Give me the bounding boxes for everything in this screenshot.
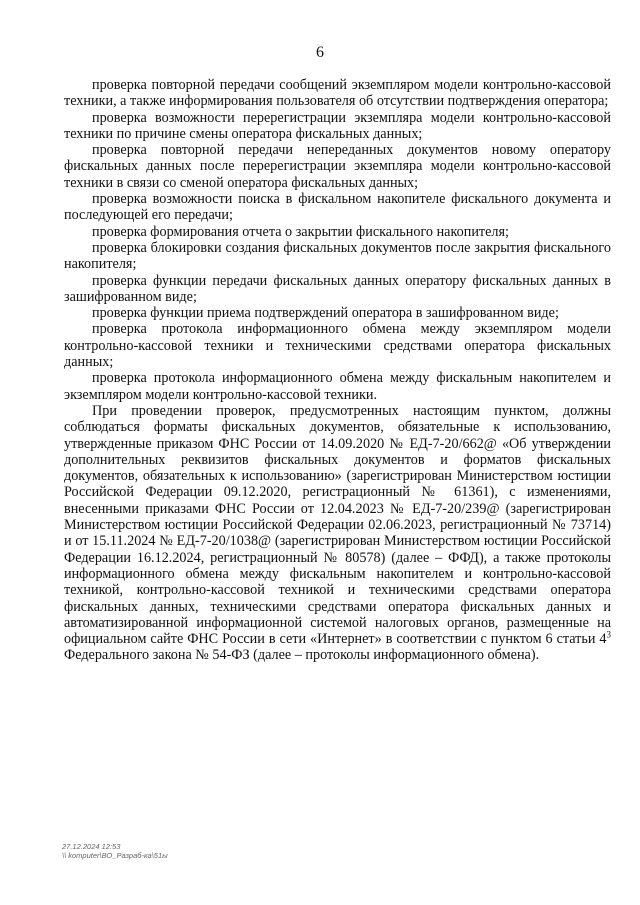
footer-file-path: \\ komputer\ВО_Разраб-ка\51ы xyxy=(62,851,168,860)
paragraph-9: проверка протокола информационного обмена между экземпляром модели контрольно-кассовой техники и техническими средствами оператора фискальных данных; xyxy=(64,321,611,371)
paragraph-5: проверка формирования отчета о закрытии фискального накопителя; xyxy=(92,223,509,240)
paragraph-6: проверка блокировки создания фискальных документов после закрытия фискального накопителя; xyxy=(64,239,611,273)
paragraph-4: проверка возможности поиска в фискальном накопителе фискального документа и последующей его передачи; xyxy=(64,191,611,224)
paragraph-7: проверка функции передачи фискальных данных оператору фискальных данных в зашифрованном виде; xyxy=(64,272,611,305)
paragraph-1: проверка повторной передачи сообщений экземпляром модели контрольно-кассовой техники, а также информирования пользователя об отсутствии подтверждения оператора; xyxy=(64,77,611,110)
final-paragraph-text: При проведении проверок, предусмотренных настоящим пунктом, должны соблюдаться форматы фискальных документов, обязательные к использованию, утвержденные приказом ФНС России от 14.09.2020 № ЕД-7-20/662@ «Об утверждении дополнительных реквизитов фискальных документов и форматов фискальных документов, обязательных к использованию» (зарегистрирован Министерством юстиции Российской Федерации 09.12.2020, регистрационный № 61361), с изменениями, внесенными приказами ФНС России от 12.04.2023 № ЕД-7-20/239@ (зарегистрирован Министерством юстиции Российской Федерации 02.06.2023, регистрационный № 73714) и от 15.11.2024 № ЕД-7-20/1038@ (зарегистрирован Министерством юстиции Российской Федерации 16.12.2024, регистрационный № 80578) (далее – ФФД), а также протоколы информационного обмена между фискальным накопителем и контрольно-кассовой техникой, контрольно-кассовой техникой и техническими средствами оператора фискальных данных, техническими средствами оператора фискальных данных и автоматизированной информационной системой налоговых органов, размещенные на официальном сайте ФНС России в сети «Интернет» в соответствии с пунктом 6 статьи 4 xyxy=(64,402,611,648)
final-paragraph-tail: Федерального закона № 54-ФЗ (далее – протоколы информационного обмена). xyxy=(64,647,540,664)
paragraph-10: проверка протокола информационного обмена между фискальным накопителем и экземпляром модели контрольно-кассовой техники. xyxy=(64,370,611,403)
paragraph-8: проверка функции приема подтверждений оператора в зашифрованном виде; xyxy=(92,305,559,322)
superscript-article: 3 xyxy=(606,629,611,640)
footer-timestamp: 27.12.2024 12:53 xyxy=(62,842,121,851)
footer-stamp xyxy=(62,842,168,860)
paragraph-final xyxy=(64,403,611,664)
page-number: 6 xyxy=(316,44,324,61)
document-body xyxy=(64,77,611,664)
paragraph-2: проверка возможности перерегистрации экземпляра модели контрольно-кассовой техники по причине смены оператора фискальных данных; xyxy=(64,109,611,142)
paragraph-3: проверка повторной передачи непереданных документов новому оператору фискальных данных после перерегистрации экземпляра модели контрольно-кассовой техники в связи со сменой оператора фискальных данных; xyxy=(64,142,611,191)
